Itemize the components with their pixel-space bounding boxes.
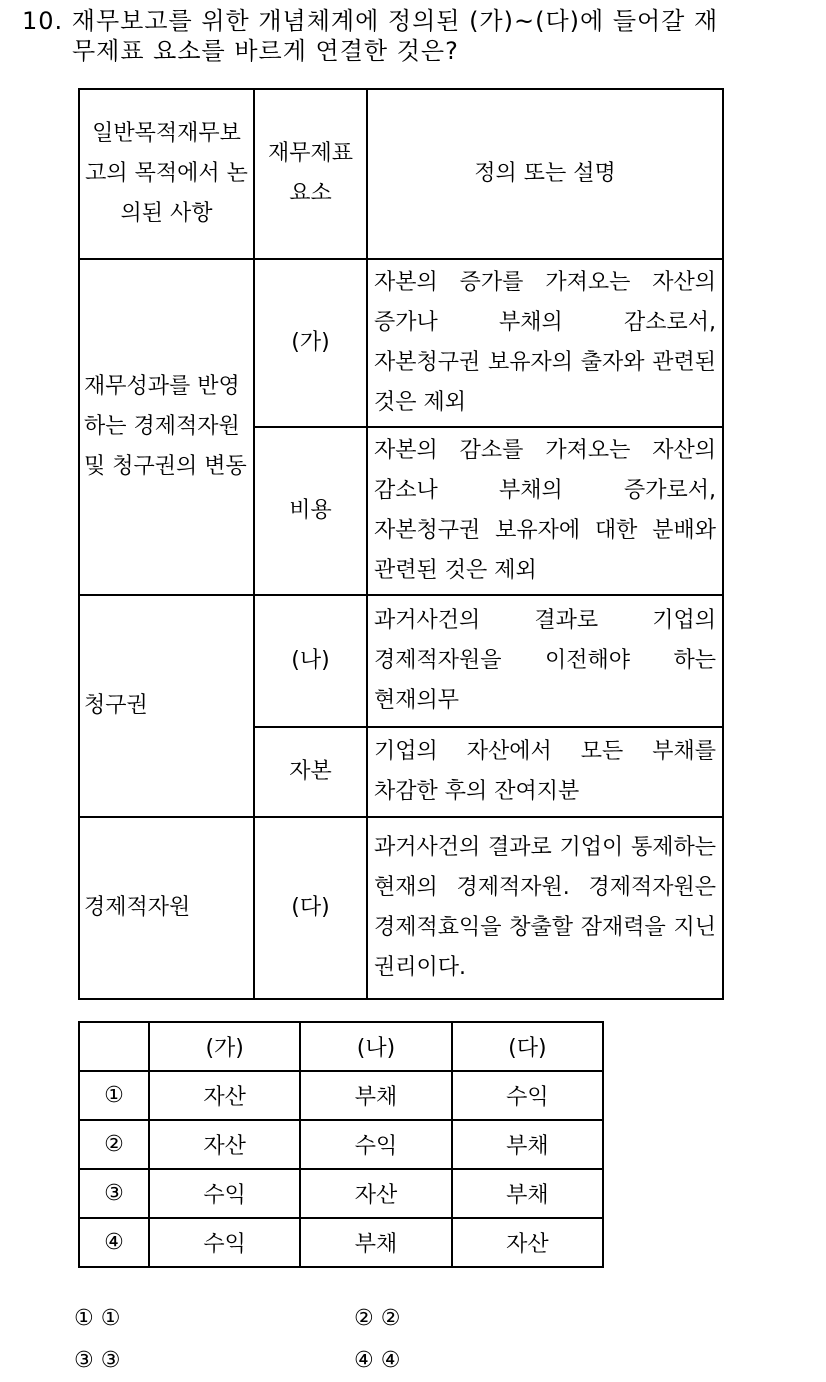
choice-value: ③	[100, 1348, 121, 1373]
question-line-2: 무제표 요소를 바르게 연결한 것은?	[72, 37, 459, 65]
category-resources: 경제적자원	[79, 817, 254, 999]
answer-ga: 수익	[149, 1169, 300, 1218]
header-element: 재무제표 요소	[254, 89, 367, 259]
answer-table	[78, 1021, 604, 1268]
answer-na: 수익	[300, 1120, 451, 1169]
definition-equity: 기업의 자산에서 모든 부채를 차감한 후의 잔여지분	[367, 727, 723, 817]
choice-mark: ②	[354, 1306, 374, 1331]
answer-da: 부채	[452, 1120, 603, 1169]
category-claims: 청구권	[79, 595, 254, 817]
table-row	[79, 817, 723, 999]
answer-na: 자산	[300, 1169, 451, 1218]
answer-num: ②	[79, 1120, 149, 1169]
choice-mark: ①	[74, 1306, 94, 1331]
answer-header-da: (다)	[452, 1022, 603, 1071]
category-performance: 재무성과를 반영하는 경제적자원 및 청구권의 변동	[79, 259, 254, 595]
answer-na: 부채	[300, 1218, 451, 1267]
element-na: (나)	[254, 595, 367, 727]
question-text	[22, 6, 802, 66]
table-row	[79, 1169, 603, 1218]
choice-3[interactable]	[74, 1340, 120, 1382]
element-da: (다)	[254, 817, 367, 999]
answer-header-ga: (가)	[149, 1022, 300, 1071]
choice-value: ②	[380, 1306, 401, 1331]
definition-da: 과거사건의 결과로 기업이 통제하는 현재의 경제적자원. 경제적자원은 경제적효익을 창출할 잠재력을 지닌 권리이다.	[367, 817, 723, 999]
answer-header-na: (나)	[300, 1022, 451, 1071]
header-definition: 정의 또는 설명	[367, 89, 723, 259]
choice-mark: ④	[354, 1348, 374, 1373]
definition-na: 과거사건의 결과로 기업의 경제적자원을 이전해야 하는 현재의무	[367, 595, 723, 727]
choice-4[interactable]	[354, 1340, 400, 1382]
question-line-1: 10. 재무보고를 위한 개념체계에 정의된 (가)~(다)에 들어갈 재	[22, 7, 719, 35]
choice-2[interactable]	[354, 1298, 400, 1340]
answer-num: ③	[79, 1169, 149, 1218]
table-row	[79, 259, 723, 427]
header-topic: 일반목적재무보고의 목적에서 논의된 사항	[79, 89, 254, 259]
answer-ga: 자산	[149, 1071, 300, 1120]
answer-ga: 수익	[149, 1218, 300, 1267]
element-expense: 비용	[254, 427, 367, 595]
answer-da: 부채	[452, 1169, 603, 1218]
answer-na: 부채	[300, 1071, 451, 1120]
answer-header-blank	[79, 1022, 149, 1071]
answer-num: ④	[79, 1218, 149, 1267]
element-ga: (가)	[254, 259, 367, 427]
definition-table	[78, 88, 724, 1000]
definition-expense: 자본의 감소를 가져오는 자산의 감소나 부채의 증가로서, 자본청구권 보유자에 대한 분배와 관련된 것은 제외	[367, 427, 723, 595]
definition-table-header	[79, 89, 723, 259]
table-row	[79, 1120, 603, 1169]
choice-value: ④	[380, 1348, 401, 1373]
definition-ga: 자본의 증가를 가져오는 자산의 증가나 부채의 감소로서, 자본청구권 보유자의 출자와 관련된 것은 제외	[367, 259, 723, 427]
answer-ga: 자산	[149, 1120, 300, 1169]
answer-da: 자산	[452, 1218, 603, 1267]
answer-num: ①	[79, 1071, 149, 1120]
answer-da: 수익	[452, 1071, 603, 1120]
element-equity: 자본	[254, 727, 367, 817]
choice-mark: ③	[74, 1348, 94, 1373]
choice-value: ①	[100, 1306, 121, 1331]
answer-table-header	[79, 1022, 603, 1071]
table-row	[79, 1218, 603, 1267]
choice-1[interactable]	[74, 1298, 120, 1340]
table-row	[79, 595, 723, 727]
table-row	[79, 1071, 603, 1120]
